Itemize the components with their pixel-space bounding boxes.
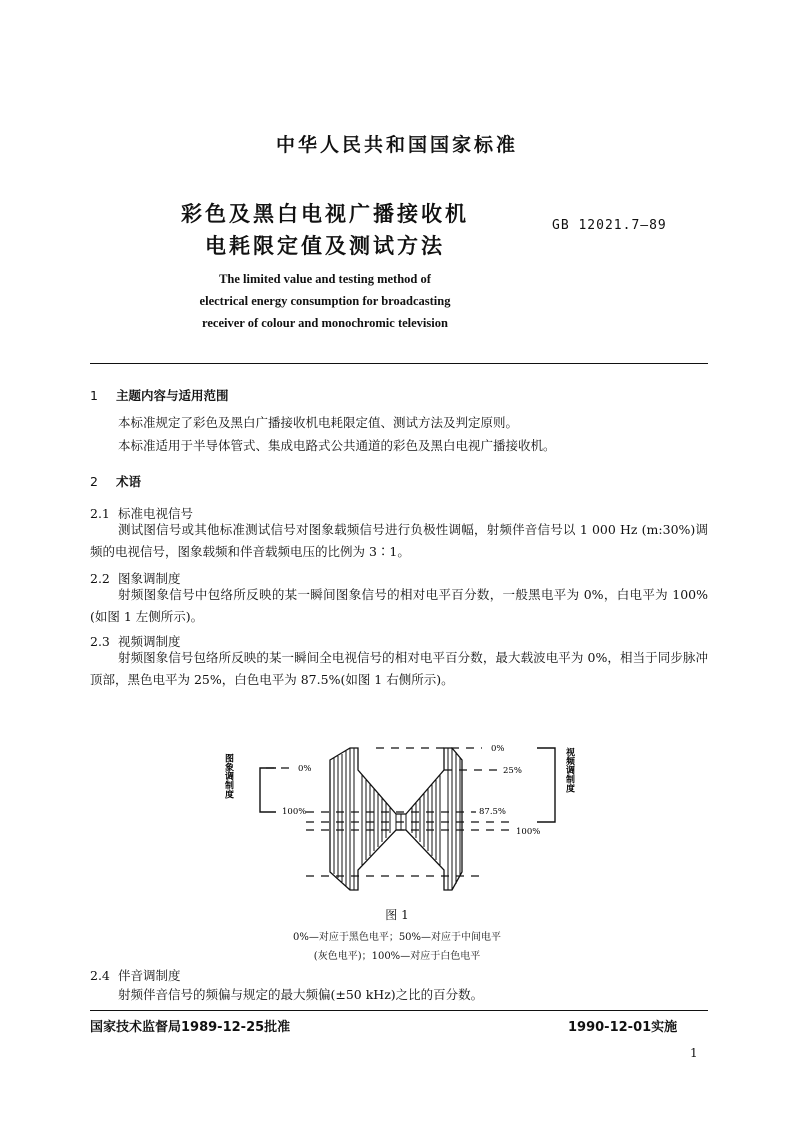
item-2-4-number: 2.4 <box>90 968 110 983</box>
left-tick-100: 100% <box>282 807 307 817</box>
footer-divider <box>90 1010 708 1011</box>
page-number: 1 <box>690 1046 698 1060</box>
right-tick-100: 100% <box>516 827 541 837</box>
national-standard-heading: 中华人民共和国国家标准 <box>275 134 518 156</box>
section-1-heading <box>90 386 229 404</box>
section-2-heading <box>90 472 141 490</box>
implementation-date: 1990-12-01实施 <box>568 1020 678 1035</box>
item-2-3-text: 射频图象信号包络所反映的某一瞬间全电视信号的相对电平百分数，最大载波电平为 0%，相当于同步脉冲顶部，黑色电平为 25%，白色电平为 87.5%(如图 1 右侧所示)。 <box>90 650 708 687</box>
figure-1-note-line-2: (灰色电平)；100%—对应于白色电平 <box>313 951 481 962</box>
left-tick-0: 0% <box>298 764 312 774</box>
item-2-3-number: 2.3 <box>90 634 110 649</box>
item-2-4-text: 射频伴音信号的频偏与规定的最大频偏(±50 kHz)之比的百分数。 <box>118 987 484 1002</box>
chinese-title-line-1: 彩色及黑白电视广播接收机 <box>181 202 469 226</box>
section-2-title: 术语 <box>116 474 142 489</box>
figure-1-caption: 图 1 <box>385 908 409 922</box>
english-title-line-1: The limited value and testing method of <box>219 272 431 286</box>
right-tick-25: 25% <box>503 766 522 776</box>
chinese-title-line-2: 电耗限定值及测试方法 <box>205 234 445 258</box>
section-2-number: 2 <box>90 474 98 489</box>
item-2-1-title: 标准电视信号 <box>118 506 194 521</box>
right-tick-87-5: 87.5% <box>479 807 507 817</box>
item-2-4-title: 伴音调制度 <box>118 968 181 983</box>
left-scale-label: 图象调制度 <box>223 753 233 799</box>
right-scale-label: 视频调制度 <box>564 747 574 793</box>
header-divider <box>90 363 708 364</box>
section-1-paragraph-2: 本标准适用于半导体管式、集成电路式公共通道的彩色及黑白电视广播接收机。 <box>118 438 556 453</box>
section-1-paragraph-1: 本标准规定了彩色及黑白广播接收机电耗限定值、测试方法及判定原则。 <box>118 415 519 430</box>
section-1-title: 主题内容与适用范围 <box>116 388 229 403</box>
item-2-3-title: 视频调制度 <box>118 634 181 649</box>
item-2-2-title: 图象调制度 <box>118 571 181 586</box>
item-2-1-number: 2.1 <box>90 506 110 521</box>
item-2-4-heading <box>90 966 181 984</box>
english-title-line-2: electrical energy consumption for broadcasting <box>199 294 451 308</box>
figure-1-diagram <box>200 730 600 905</box>
figure-1-note-line-1: 0%—对应于黑色电平；50%—对应于中间电平 <box>292 932 502 943</box>
english-title-line-3: receiver of colour and monochromic television <box>202 316 448 330</box>
approval-statement: 国家技术监督局1989-12-25批准 <box>90 1020 291 1035</box>
right-bracket <box>537 748 555 822</box>
item-2-1-text: 测试图信号或其他标准测试信号对图象载频信号进行负极性调幅，射频伴音信号以 1 000 Hz (m:30%)调频的电视信号，图象载频和伴音载频电压的比例为 3∶1。 <box>90 522 708 559</box>
standard-number: GB 12021.7—89 <box>552 218 667 233</box>
item-2-2-text: 射频图象信号中包络所反映的某一瞬间图象信号的相对电平百分数，一般黑电平为 0%，白电平为 100%(如图 1 左侧所示)。 <box>90 587 708 624</box>
left-bracket <box>260 768 276 812</box>
right-tick-0: 0% <box>491 744 505 754</box>
carrier-hatching <box>334 748 460 890</box>
item-2-2-number: 2.2 <box>90 571 110 586</box>
section-1-number: 1 <box>90 388 98 403</box>
